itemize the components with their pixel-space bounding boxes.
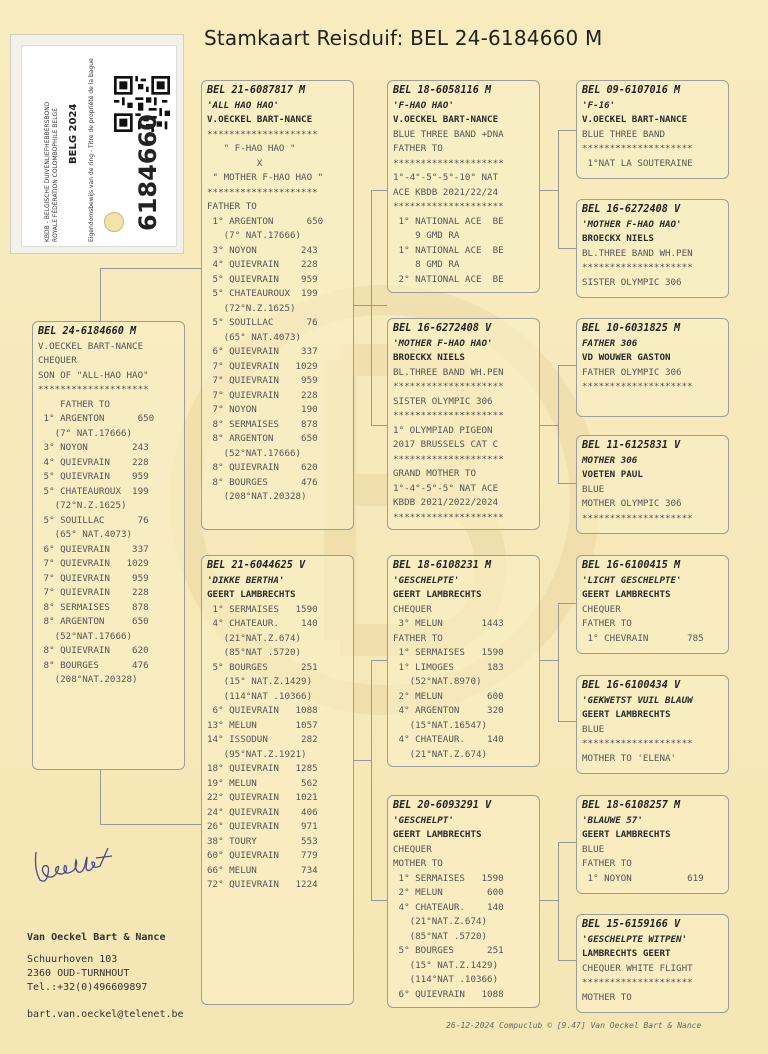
- pigeon-owner: GEERT LAMBRECHTS: [582, 709, 671, 720]
- signature: [30, 840, 116, 890]
- pedigree-line: 14° ISSODUN 282: [207, 734, 318, 745]
- pedigree-line: 1° NATIONAL ACE BE: [393, 215, 504, 227]
- tag-text-2: ROYALE FÉDÉRATION COLOMBOPHILE BELGE: [52, 108, 59, 242]
- pedigree-line: 1° CHEVRAIN 785: [582, 632, 704, 644]
- pedigree-line: 7° QUIEVRAIN 1029: [38, 558, 149, 569]
- pedigree-line: BL.THREE BAND WH.PEN: [393, 366, 504, 378]
- pedigree-line: ********************: [582, 977, 693, 988]
- pedigree-line: 4° CHATEAUR. 140: [207, 618, 318, 629]
- pigeon-card-fm-father: [576, 318, 729, 417]
- pedigree-line: ********************: [393, 453, 504, 465]
- pigeon-owner: LAMBRECHTS GEERT: [582, 948, 671, 959]
- pedigree-line: 5° BOURGES 251: [207, 661, 318, 673]
- connector: [558, 130, 576, 131]
- tag-punch-hole: [104, 212, 124, 232]
- ring-number: BEL 18-6108257 M: [582, 800, 681, 811]
- connector: [540, 190, 558, 191]
- pedigree-line: X: [207, 157, 263, 169]
- connector: [558, 248, 576, 249]
- pedigree-line: 8° ARGENTON 650: [207, 433, 318, 444]
- pigeon-owner: VOETEN PAUL: [582, 469, 643, 480]
- connector: [558, 603, 576, 604]
- pedigree-line: (208°NAT.20328): [38, 674, 138, 685]
- pedigree-line: 6° QUIEVRAIN 337: [207, 346, 318, 357]
- ring-number: BEL 09-6107016 M: [582, 85, 681, 96]
- pedigree-line: 24° QUIEVRAIN 406: [207, 806, 318, 818]
- breeder-email[interactable]: bart.van.oeckel@telenet.be: [27, 1009, 184, 1020]
- pedigree-line: 1° SERMAISES 1590: [393, 647, 504, 658]
- pedigree-line: 8° SERMAISES 878: [38, 601, 149, 613]
- ring-number: BEL 21-6044625 V: [207, 560, 306, 571]
- ring-number: BEL 15-6159166 V: [582, 919, 681, 930]
- pedigree-line: 3° NOYON 243: [38, 442, 149, 453]
- breeder-name: Van Oeckel Bart & Nance: [27, 932, 166, 943]
- pedigree-line: ********************: [38, 384, 149, 395]
- pedigree-line: GRAND MOTHER TO: [393, 468, 476, 479]
- pedigree-line: 1° SERMAISES 1590: [207, 603, 318, 615]
- pedigree-line: 8° BOURGES 476: [38, 659, 149, 671]
- pedigree-line: 5° SOUILLAC 76: [38, 514, 149, 526]
- pigeon-card-mother-mother: [387, 795, 540, 1008]
- pigeon-card-mm-mother: [576, 914, 729, 1013]
- pigeon-name: 'LICHT GESCHELPTE': [582, 574, 682, 586]
- connector: [540, 425, 558, 426]
- connector: [371, 660, 387, 661]
- pedigree-line: 6° QUIEVRAIN 1088: [207, 705, 318, 716]
- pedigree-line: 6° QUIEVRAIN 1088: [393, 988, 504, 1000]
- connector: [100, 824, 201, 825]
- pedigree-line: FATHER TO: [582, 858, 632, 869]
- pedigree-line: 4° ARGENTON 320: [393, 705, 504, 716]
- pedigree-line: CHEQUER: [582, 603, 621, 615]
- pedigree-line: 5° QUIEVRAIN 959: [38, 471, 149, 482]
- ring-number: BEL 20-6093291 V: [393, 800, 492, 811]
- pigeon-owner: GEERT LAMBRECHTS: [582, 589, 671, 600]
- pedigree-line: 2° MELUN 600: [393, 887, 504, 898]
- pedigree-line: 3° MELUN 1443: [393, 618, 504, 629]
- pigeon-owner: V.OECKEL BART-NANCE: [393, 114, 499, 125]
- print-footnote: 26-12-2024 Compuclub © [9.47] Van Oeckel Bart & Nance: [446, 1021, 702, 1030]
- pedigree-line: 72° QUIEVRAIN 1224: [207, 879, 318, 890]
- pedigree-line: BLUE: [582, 723, 605, 735]
- pigeon-owner: GEERT LAMBRECHTS: [393, 589, 482, 600]
- pedigree-line: 13° MELUN 1057: [207, 719, 318, 731]
- pedigree-line: FATHER TO: [207, 201, 257, 212]
- pedigree-line: 1° SERMAISES 1590: [393, 872, 504, 884]
- connector: [558, 603, 559, 721]
- connector: [558, 365, 576, 366]
- pedigree-line: 1° OLYMPIAD PIGEON: [393, 424, 493, 436]
- pedigree-line: (85°NAT .5720): [207, 647, 302, 658]
- pedigree-line: BLUE: [582, 483, 605, 495]
- ring-number: BEL 10-6031825 M: [582, 323, 681, 334]
- pedigree-line: 7° QUIEVRAIN 959: [207, 375, 318, 386]
- pedigree-line: FATHER OLYMPIC 306: [582, 366, 682, 378]
- connector: [100, 268, 201, 269]
- pedigree-line: (52°NAT.17666): [38, 630, 133, 642]
- pedigree-line: 1° LIMOGES 183: [393, 661, 504, 673]
- pedigree-line: 3° NOYON 243: [207, 244, 318, 256]
- pigeon-name: 'MOTHER F-HAO HAO': [582, 218, 682, 230]
- pedigree-line: 5° SOUILLAC 76: [207, 317, 318, 328]
- pigeon-owner: BROECKX NIELS: [582, 233, 654, 244]
- pedigree-line: BL.THREE BAND WH.PEN: [582, 247, 693, 259]
- pedigree-line: 7° NOYON 190: [207, 404, 318, 415]
- pigeon-card-father: [201, 80, 354, 530]
- pigeon-owner: V.OECKEL BART-NANCE: [582, 114, 688, 125]
- pedigree-line: 22° QUIEVRAIN 1021: [207, 792, 318, 803]
- pedigree-line: MOTHER OLYMPIC 306: [582, 498, 682, 509]
- pigeon-card-mf-mother: [576, 675, 729, 774]
- page-title: Stamkaart Reisduif: BEL 24-6184660 M: [204, 26, 603, 50]
- pedigree-line: 8 GMD RA: [393, 259, 460, 270]
- pigeon-card-ff-mother: [576, 199, 729, 298]
- ring-number: BEL 21-6087817 M: [207, 85, 306, 96]
- ring-number: BEL 11-6125831 V: [582, 440, 681, 451]
- connector: [558, 842, 559, 960]
- pedigree-line: (15° NAT.Z.1429): [207, 676, 313, 687]
- pedigree-line: ********************: [207, 128, 318, 140]
- pigeon-name: 'GESCHELPTE WITPEN': [582, 933, 688, 945]
- pedigree-line: " F-HAO HAO ": [207, 143, 296, 154]
- pigeon-owner: GEERT LAMBRECHTS: [582, 829, 671, 840]
- ring-number: BEL 24-6184660 M: [38, 326, 137, 337]
- pedigree-line: (72°N.Z.1625): [207, 302, 296, 314]
- pigeon-owner: GEERT LAMBRECHTS: [207, 589, 296, 600]
- pedigree-line: (21°NAT.Z.674): [393, 748, 488, 760]
- ring-number: BEL 16-6272408 V: [393, 323, 492, 334]
- ring-number: BEL 16-6272408 V: [582, 204, 681, 215]
- pedigree-line: ********************: [393, 410, 504, 421]
- pedigree-line: 6° QUIEVRAIN 337: [38, 543, 149, 555]
- pedigree-line: 38° TOURY 553: [207, 835, 318, 847]
- pedigree-line: 2017 BRUSSELS CAT C: [393, 439, 499, 450]
- pedigree-line: BLUE: [582, 843, 605, 855]
- pedigree-line: BLUE THREE BAND: [582, 128, 665, 140]
- pedigree-line: (208°NAT.20328): [207, 491, 307, 502]
- ring-number: BEL 16-6100415 M: [582, 560, 681, 571]
- pedigree-line: (114°NAT .10366): [207, 690, 313, 702]
- pigeon-card-father-mother: [387, 318, 540, 530]
- pedigree-line: (65° NAT.4073): [207, 331, 302, 343]
- pedigree-line: FATHER TO: [582, 618, 632, 629]
- ring-number: BEL 18-6058116 M: [393, 85, 492, 96]
- pedigree-line: (21°NAT.Z.674): [207, 632, 302, 644]
- ring-number: BEL 16-6100434 V: [582, 680, 681, 691]
- pigeon-name: 'GEKWETST VUIL BLAUW: [582, 694, 693, 706]
- pedigree-line: ********************: [582, 381, 693, 392]
- tag-text-3: Eigendomsbewijs van de ring - Titre de propriété de la bague: [88, 58, 95, 242]
- pedigree-line: 66° MELUN 734: [207, 864, 318, 876]
- connector: [540, 900, 558, 901]
- pedigree-line: 4° QUIEVRAIN 228: [38, 456, 149, 468]
- connector: [558, 130, 559, 248]
- pedigree-line: (52°NAT.17666): [207, 447, 302, 459]
- pedigree-line: 4° QUIEVRAIN 228: [207, 259, 318, 270]
- tag-country: BELG 2024: [68, 103, 79, 164]
- pedigree-line: (85°NAT .5720): [393, 930, 488, 942]
- pedigree-line: (52°NAT.8970): [393, 676, 482, 687]
- pigeon-name: 'BLAUWE 57': [582, 814, 643, 826]
- connector: [558, 365, 559, 483]
- pedigree-line: SISTER OLYMPIC 306: [393, 395, 493, 407]
- pigeon-name: 'F-HAO HAO': [393, 99, 454, 111]
- pedigree-line: ACE KBDB 2021/22/24: [393, 186, 499, 198]
- connector: [100, 770, 101, 824]
- connector: [558, 483, 576, 484]
- pedigree-line: ********************: [207, 186, 318, 198]
- connector: [371, 190, 372, 425]
- pedigree-line: MOTHER TO: [393, 858, 443, 869]
- pedigree-line: ********************: [393, 157, 504, 169]
- pedigree-line: BLUE THREE BAND +DNA: [393, 128, 504, 140]
- pigeon-name: 'F-16': [582, 99, 616, 111]
- connector: [100, 268, 101, 321]
- pedigree-line: FATHER TO: [393, 143, 443, 154]
- pedigree-line: 1° NATIONAL ACE BE: [393, 244, 504, 256]
- pedigree-line: ********************: [393, 201, 504, 212]
- pigeon-name: 'ALL HAO HAO': [207, 99, 279, 111]
- connector: [371, 900, 387, 901]
- pedigree-line: (15°NAT.16547): [393, 719, 488, 731]
- pedigree-line: 7° QUIEVRAIN 228: [207, 389, 318, 401]
- pedigree-line: SISTER OLYMPIC 306: [582, 276, 682, 288]
- pedigree-line: 1°NAT LA SOUTERAINE: [582, 157, 693, 169]
- pedigree-line: (15° NAT.Z.1429): [393, 959, 499, 971]
- pedigree-line: 7° QUIEVRAIN 1029: [207, 360, 318, 372]
- tag-ring-number: 6184660: [134, 114, 162, 231]
- pedigree-line: CHEQUER: [393, 843, 432, 855]
- pigeon-name: 'GESCHELPT': [393, 814, 454, 826]
- pigeon-card-mf-father: [576, 555, 729, 654]
- pedigree-line: 26° QUIEVRAIN 971: [207, 821, 318, 832]
- pigeon-name: 'GESCHELPTE': [393, 574, 460, 586]
- pigeon-card-mm-father: [576, 795, 729, 894]
- pigeon-card-subject: [32, 321, 185, 770]
- pedigree-line: 2° MELUN 600: [393, 690, 504, 702]
- pedigree-line: CHEQUER WHITE FLIGHT: [582, 962, 693, 974]
- pedigree-line: 1° NOYON 619: [582, 872, 704, 884]
- pedigree-line: 1°-4°-5°-5°-10° NAT: [393, 172, 499, 183]
- connector: [540, 660, 558, 661]
- pedigree-line: FATHER TO: [38, 398, 110, 410]
- pedigree-line: MOTHER TO 'ELENA': [582, 752, 677, 764]
- pedigree-line: (7° NAT.17666): [207, 230, 302, 241]
- pedigree-line: 8° QUIEVRAIN 620: [207, 462, 318, 473]
- pedigree-line: ********************: [582, 143, 693, 154]
- pedigree-line: ********************: [393, 511, 504, 523]
- pedigree-line: 8° ARGENTON 650: [38, 616, 149, 627]
- pedigree-line: 7° QUIEVRAIN 959: [38, 572, 149, 584]
- pedigree-line: 1° ARGENTON 650: [207, 215, 324, 227]
- pigeon-card-ff-father: [576, 80, 729, 179]
- pedigree-line: ********************: [582, 512, 693, 524]
- pedigree-line: 5° BOURGES 251: [393, 945, 504, 956]
- pigeon-name: MOTHER 306: [582, 454, 638, 466]
- pedigree-line: 8° BOURGES 476: [207, 476, 318, 488]
- pedigree-line: (7° NAT.17666): [38, 427, 133, 439]
- pedigree-line: 7° QUIEVRAIN 228: [38, 587, 149, 598]
- pedigree-line: FATHER TO: [393, 632, 443, 644]
- pedigree-line: CHEQUER: [38, 355, 77, 366]
- pigeon-name: FATHER 306: [582, 337, 638, 349]
- connector: [558, 842, 576, 843]
- pigeon-owner: VD WOUWER GASTON: [582, 352, 671, 363]
- pedigree-line: 5° CHATEAUROUX 199: [207, 288, 318, 299]
- ring-tag: [10, 34, 184, 254]
- connector: [371, 660, 372, 900]
- breeder-phone: Tel.:+32(0)496609897: [27, 982, 148, 993]
- breeder-street: Schuurhoven 103: [27, 954, 118, 965]
- pigeon-card-father-father: [387, 80, 540, 293]
- pigeon-owner: V.OECKEL BART-NANCE: [207, 114, 313, 125]
- pedigree-line: ********************: [582, 262, 693, 273]
- pedigree-line: 19° MELUN 562: [207, 777, 318, 789]
- pedigree-line: V.OECKEL BART-NANCE: [38, 340, 144, 352]
- pedigree-line: 60° QUIEVRAIN 779: [207, 850, 318, 861]
- pedigree-line: 4° CHATEAUR. 140: [393, 901, 504, 913]
- connector: [558, 960, 576, 961]
- pedigree-line: 1°-4°-5°-5° NAT ACE: [393, 482, 499, 494]
- connector: [371, 190, 387, 191]
- pedigree-line: (72°N.Z.1625): [38, 500, 127, 511]
- tag-text-1: KBDB - BELGISCHE DUIVENLIEFHEBBERSBOND: [44, 101, 51, 242]
- pedigree-line: 5° CHATEAUROUX 199: [38, 485, 149, 497]
- pedigree-line: ********************: [582, 738, 693, 749]
- pedigree-line: 8° QUIEVRAIN 620: [38, 645, 149, 656]
- pigeon-owner: BROECKX NIELS: [393, 352, 465, 363]
- pigeon-card-mother: [201, 555, 354, 1005]
- pigeon-owner: GEERT LAMBRECHTS: [393, 829, 482, 840]
- pedigree-line: 18° QUIEVRAIN 1285: [207, 763, 318, 774]
- pedigree-line: (95°NAT.Z.1921): [207, 748, 307, 760]
- pedigree-line: CHEQUER: [393, 603, 432, 615]
- pigeon-card-mother-father: [387, 555, 540, 767]
- pedigree-line: ********************: [393, 381, 504, 392]
- pedigree-line: (114°NAT .10366): [393, 974, 499, 985]
- pedigree-line: 1° ARGENTON 650: [38, 413, 155, 424]
- connector: [558, 721, 576, 722]
- pedigree-line: KBDB 2021/2022/2024: [393, 497, 499, 508]
- pedigree-line: 5° QUIEVRAIN 959: [207, 273, 318, 285]
- pigeon-name: 'MOTHER F-HAO HAO': [393, 337, 493, 349]
- ring-tag-card: [21, 45, 177, 247]
- pedigree-line: 4° CHATEAUR. 140: [393, 734, 504, 745]
- pedigree-line: MOTHER TO: [582, 991, 632, 1003]
- pedigree-line: SON OF "ALL-HAO HAO": [38, 369, 149, 381]
- pigeon-name: 'DIKKE BERTHA': [207, 574, 285, 586]
- pedigree-line: (21°NAT.Z.674): [393, 916, 488, 927]
- connector: [371, 425, 387, 426]
- pedigree-line: 2° NATIONAL ACE BE: [393, 273, 504, 285]
- pedigree-line: " MOTHER F-HAO HAO ": [207, 172, 324, 183]
- pigeon-card-fm-mother: [576, 435, 729, 534]
- pedigree-line: (65° NAT.4073): [38, 529, 133, 540]
- breeder-city: 2360 OUD-TURNHOUT: [27, 968, 130, 979]
- pedigree-line: 8° SERMAISES 878: [207, 418, 318, 430]
- pedigree-line: 9 GMD RA: [393, 230, 460, 241]
- ring-number: BEL 18-6108231 M: [393, 560, 492, 571]
- connector: [354, 760, 371, 761]
